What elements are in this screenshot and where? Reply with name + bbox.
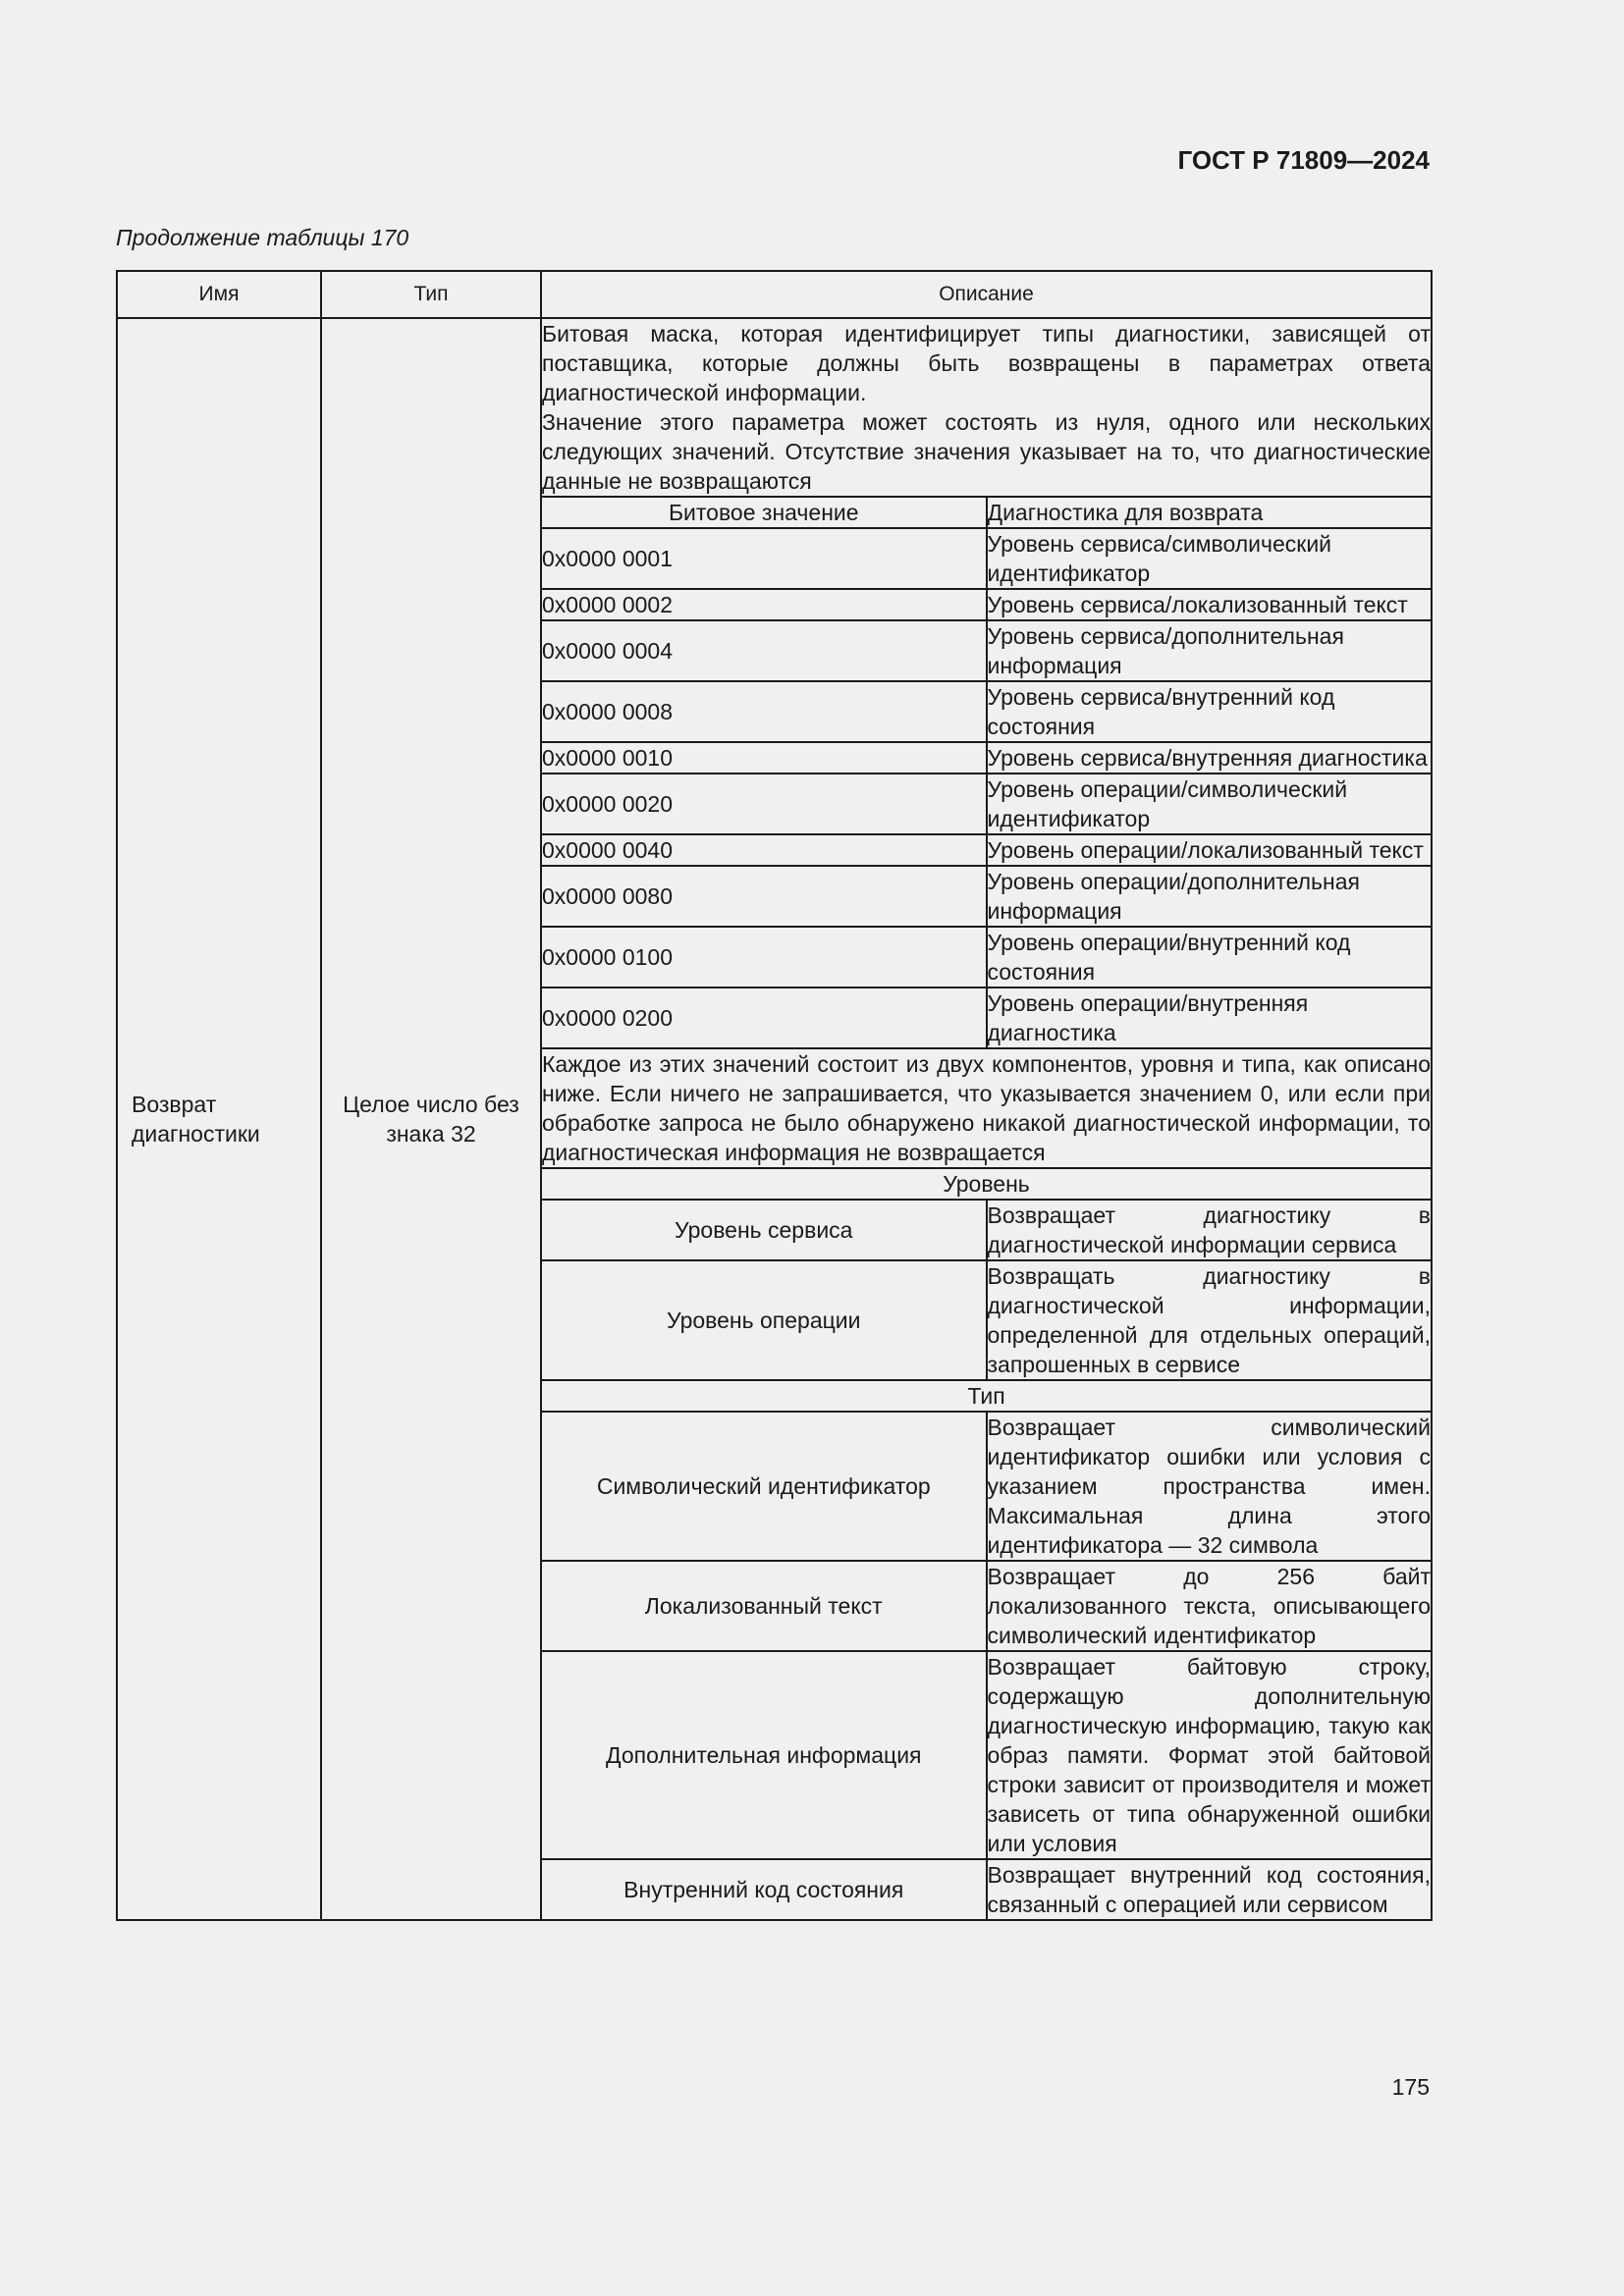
type-name: Дополнительная информация xyxy=(542,1651,987,1859)
bit-description: Уровень операции/символический идентификатор xyxy=(987,774,1432,834)
row-type: Целое число без знака 32 xyxy=(343,1092,519,1147)
table-header-row xyxy=(117,271,1432,318)
bit-description: Уровень сервиса/локализованный текст xyxy=(987,589,1432,620)
type-name: Внутренний код состояния xyxy=(542,1859,987,1919)
intro-text: Битовая маска, которая идентифицирует типы диагностики, зависящей от поставщика, которые должны быть возвращены в параметрах ответа диагностической информации. xyxy=(542,321,1431,405)
description-cell xyxy=(541,318,1432,1920)
intro-row xyxy=(542,319,1431,497)
type-description: Возвращает внутренний код состояния, связанный с операцией или сервисом xyxy=(987,1859,1432,1919)
bit-row xyxy=(542,834,1431,866)
level-description: Возвращает диагностику в диагностической информации сервиса xyxy=(987,1200,1432,1260)
type-row xyxy=(542,1651,1431,1859)
type-cell xyxy=(321,318,541,1920)
bit-row xyxy=(542,927,1431,988)
bit-value: 0x0000 0008 xyxy=(542,681,987,742)
type-description: Возвращает символический идентификатор ошибки или условия с указанием пространства имен. Максимальная длина этого идентификатора — 32 символа xyxy=(987,1412,1432,1561)
table-170 xyxy=(116,270,1433,1921)
components-note-row xyxy=(542,1048,1431,1168)
type-section-title: Тип xyxy=(542,1380,1431,1412)
components-note: Каждое из этих значений состоит из двух компонентов, уровня и типа, как описано ниже. Если ничего не запрашивается, что указывается значением 0, или если при обработке запроса не было обнаружено никакой диагностической информации, то диагностическая информация не возвращается xyxy=(542,1048,1431,1168)
bit-row xyxy=(542,988,1431,1048)
page-number: 175 xyxy=(1391,2074,1430,2100)
bit-description: Уровень сервиса/внутренняя диагностика xyxy=(987,742,1432,774)
type-row xyxy=(542,1859,1431,1919)
type-row xyxy=(542,1412,1431,1561)
bit-row xyxy=(542,866,1431,927)
type-section-row xyxy=(542,1380,1431,1412)
bit-value: 0x0000 0001 xyxy=(542,528,987,589)
bit-description: Уровень операции/внутренняя диагностика xyxy=(987,988,1432,1048)
bit-description: Уровень сервиса/дополнительная информация xyxy=(987,620,1432,681)
bit-value: 0x0000 0200 xyxy=(542,988,987,1048)
intro-paragraph xyxy=(542,319,1431,497)
bits-header-row xyxy=(542,497,1431,528)
level-row xyxy=(542,1200,1431,1260)
bit-value: 0x0000 0002 xyxy=(542,589,987,620)
level-name: Уровень операции xyxy=(542,1260,987,1380)
level-section-title: Уровень xyxy=(542,1168,1431,1200)
bit-value: 0x0000 0004 xyxy=(542,620,987,681)
description-subtable xyxy=(542,319,1431,1919)
bit-row xyxy=(542,528,1431,589)
intro-text: Значение этого параметра может состоять из нуля, одного или нескольких следующих значений. Отсутствие значения указывает на то, что диагностические данные не возвращаются xyxy=(542,409,1431,494)
bit-value: 0x0000 0010 xyxy=(542,742,987,774)
column-header-description: Описание xyxy=(541,271,1432,318)
column-header-name: Имя xyxy=(117,271,321,318)
bit-row xyxy=(542,774,1431,834)
bit-description: Уровень операции/внутренний код состояния xyxy=(987,927,1432,988)
table-caption: Продолжение таблицы 170 xyxy=(116,225,409,250)
level-description: Возвращать диагностику в диагностической информации, определенной для отдельных операций, запрошенных в сервисе xyxy=(987,1260,1432,1380)
bit-row xyxy=(542,589,1431,620)
bit-description: Уровень сервиса/внутренний код состояния xyxy=(987,681,1432,742)
name-cell xyxy=(117,318,321,1920)
bit-value: 0x0000 0100 xyxy=(542,927,987,988)
bit-value: 0x0000 0040 xyxy=(542,834,987,866)
type-name: Локализованный текст xyxy=(542,1561,987,1651)
bit-description: Уровень операции/дополнительная информация xyxy=(987,866,1432,927)
level-name: Уровень сервиса xyxy=(542,1200,987,1260)
bit-row xyxy=(542,742,1431,774)
bit-row xyxy=(542,681,1431,742)
bit-value: 0x0000 0080 xyxy=(542,866,987,927)
bit-description: Уровень операции/локализованный текст xyxy=(987,834,1432,866)
column-header-type: Тип xyxy=(321,271,541,318)
level-section-row xyxy=(542,1168,1431,1200)
table-row xyxy=(117,318,1432,1920)
type-row xyxy=(542,1561,1431,1651)
level-row xyxy=(542,1260,1431,1380)
bit-description: Уровень сервиса/символический идентификатор xyxy=(987,528,1432,589)
document-header: ГОСТ Р 71809—2024 xyxy=(1177,145,1430,175)
row-name: Возврат диагностики xyxy=(132,1092,260,1147)
bit-row xyxy=(542,620,1431,681)
bit-value: 0x0000 0020 xyxy=(542,774,987,834)
type-description: Возвращает до 256 байт локализованного текста, описывающего символический идентификатор xyxy=(987,1561,1432,1651)
bits-header-key: Битовое значение xyxy=(542,497,987,528)
type-name: Символический идентификатор xyxy=(542,1412,987,1561)
type-description: Возвращает байтовую строку, содержащую дополнительную диагностическую информацию, такую как образ памяти. Формат этой байтовой строки зависит от производителя и может зависеть от типа обнаруженной ошибки или условия xyxy=(987,1651,1432,1859)
bits-header-value: Диагностика для возврата xyxy=(987,497,1432,528)
